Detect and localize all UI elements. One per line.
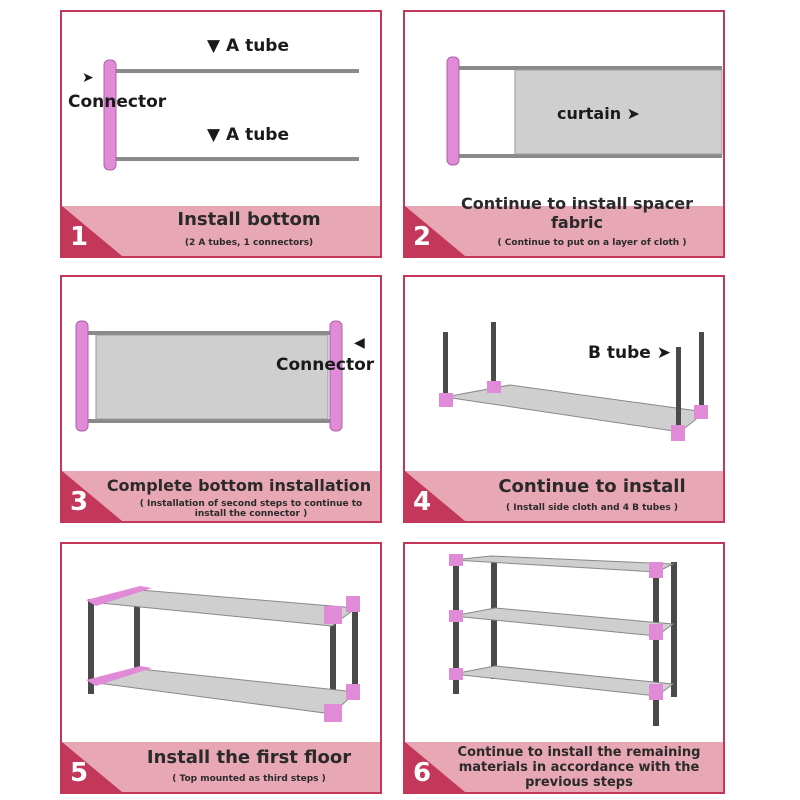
leg-4 [671,562,677,697]
tube-bottom [82,419,337,423]
step-title: Continue to install spacer fabric [460,194,694,232]
leg-3 [653,566,659,726]
connector-right [330,321,342,431]
b-tube-3 [676,347,681,437]
tube-top [82,331,337,335]
connector-piece [447,57,459,165]
arrow-right-icon: ➤ [626,104,641,123]
step-title: Continue to install the remaining materials in accordance with the previous steps [457,745,701,790]
corner-2 [487,381,501,393]
a-tube-top [114,69,359,73]
a-tube-top-text: A tube [226,36,290,56]
step-title: Install bottom [177,209,321,230]
step-panel-3 [60,275,382,523]
step-number: 6 [413,758,432,788]
corner-4 [694,405,708,419]
step-title: Install the first floor [146,747,352,768]
step-panel-4 [403,275,725,523]
corner-upper-back [346,596,360,612]
curtain-label [557,104,640,123]
middle-shelf [453,608,673,636]
connector-piece [104,60,116,170]
a-tube-bottom-text: A tube [226,125,290,145]
step-number: 2 [413,222,432,252]
arrow-right-icon: ➤ [82,70,94,86]
corner-lower [324,704,342,722]
corner-mid [449,610,463,622]
shelf-fabric [445,385,705,432]
step-panel-6 [403,542,725,794]
a-tube-bottom [114,157,359,161]
step-subtitle: ( Installation of second steps to continue to install the connector ) [139,499,363,519]
step-subtitle: ( Install side cloth and 4 B tubes ) [506,503,678,513]
spacer-fabric [96,335,328,419]
step-subtitle: (2 A tubes, 1 connectors) [184,238,314,248]
corner-top [449,554,463,566]
step-3-illustration [62,277,380,477]
corner-bottom [449,668,463,680]
step-title: Complete bottom installation [106,476,372,495]
step-panel-1 [60,10,382,258]
arrow-down-icon: ▼ [207,36,221,56]
corner-lower-back [346,684,360,700]
connector-left [76,321,88,431]
connector-label: Connector [276,355,375,375]
upper-shelf [90,590,356,626]
step-5-illustration [62,544,380,746]
arrow-right-icon: ➤ [656,343,671,363]
b-tube-2 [491,322,496,387]
step-number: 5 [70,758,89,788]
a-tube-top-label [207,36,289,56]
step-panel-5 [60,542,382,794]
bottom-shelf [453,666,673,696]
step-subtitle: ( Top mounted as third steps ) [172,774,326,784]
b-tube-4 [699,332,704,412]
corner-bottom-right [649,684,663,700]
step-number: 4 [413,487,432,517]
b-tube-text: B tube [588,343,651,363]
corner-top-right [649,562,663,578]
b-tube-1 [443,332,448,402]
curtain-text: curtain [557,104,622,123]
step-title: Continue to install [498,476,686,497]
corner-1 [439,393,453,407]
a-tube-bottom-label [207,125,289,145]
step-number: 3 [70,487,89,517]
step-subtitle: ( Continue to put on a layer of cloth ) [497,238,687,248]
corner-3 [671,425,685,441]
top-shelf [453,556,673,572]
step-number: 1 [70,222,89,252]
corner-mid-right [649,624,663,640]
tube-top [457,66,722,70]
step-4-illustration [405,277,723,477]
connector-label: Connector [68,92,167,112]
tube-bottom [457,154,722,158]
step-panel-2 [403,10,725,258]
step-6-illustration [405,544,723,746]
corner-upper [324,606,342,624]
arrow-left-icon: ◀ [354,335,365,351]
lower-shelf [90,669,356,714]
arrow-down-icon: ▼ [207,125,221,145]
b-tube-label [588,343,671,363]
